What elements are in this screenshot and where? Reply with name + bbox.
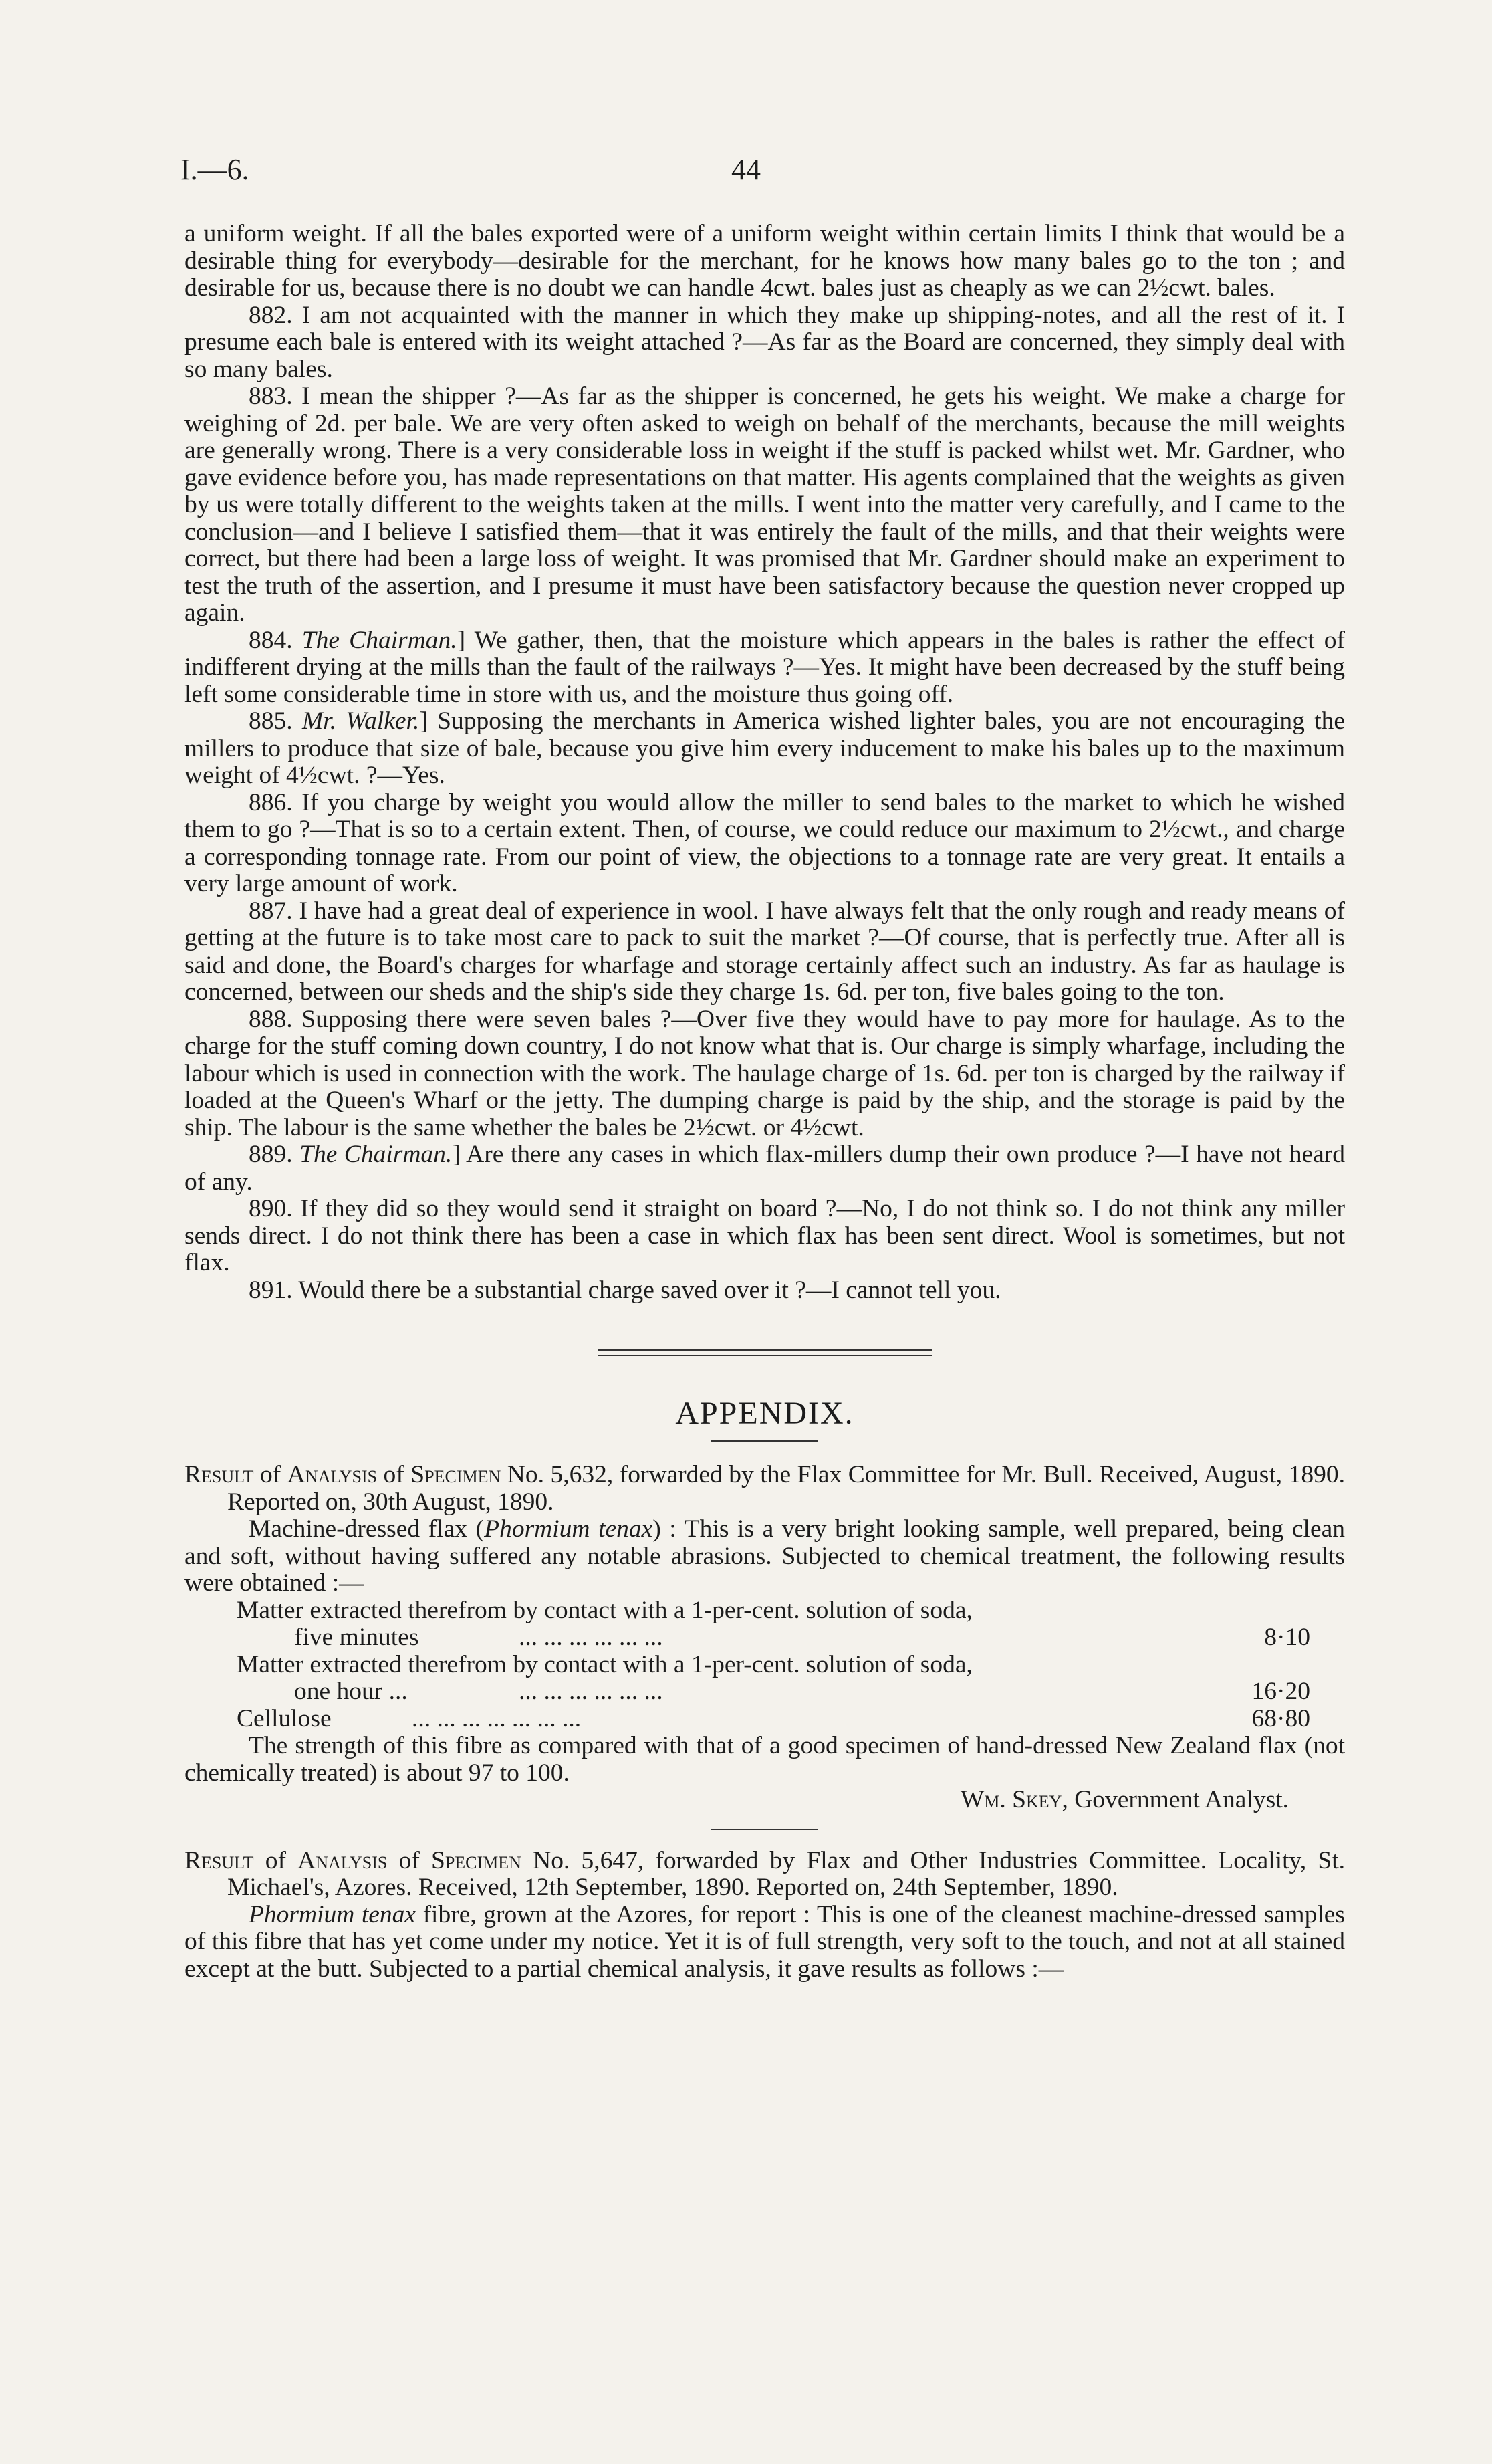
question-text: ] Supposing the merchants in America wished lighter bales, you are not encouraging the millers to produce that size of bale, because you give him every inducement to make his bales up to the maximum weight of 4½cwt. ?—Yes. [184,707,1346,789]
question-889 [184,1141,1345,1196]
question-888: 888. Supposing there were seven bales ?—Over five they would have to pay more for haulage. As to the charge for the stuff coming down country, I do not know what that is. Our charge is simply wharfage, including the labour which is used in connection with the work. The haulage charge of 1s. 6d. per ton is charged by the railway if loaded at the Queen's Wharf or the jetty. The dumping charge is paid by the ship, and the storage is paid by the ship. The labour is the same whether the bales be 2½cwt. or 4½cwt. [184,1005,1345,1141]
question-883: 883. I mean the shipper ?—As far as the shipper is concerned, he gets his weight. We make a charge for weighing of 2d. per bale. We are very often asked to weigh on behalf of the merchants, because the mill weights are generally wrong. There is a very considerable loss in weight if the stuff is packed whilst wet. Mr. Gardner, who gave evidence before you, has made representations on that matter. His agents complained that the weights as given by us were totally different to the weights taken at the mills. I went into the matter very carefully, and I came to the conclusion—and I believe I satisfied them—that it was entirely the fault of the mills, and that their weights were correct, but there had been a large loss of weight. It was promised that Mr. Gardner should make an experiment to test the truth of the assertion, and I presume it must have been satisfactory because the question never cropped up again. [184,382,1345,627]
leader-dots: ... ... ... ... ... ... ... [412,1704,582,1732]
species-name: Phormium tenax [249,1900,416,1928]
row-value: 68·80 [1251,1704,1310,1732]
speaker-name: The Chairman. [299,1141,453,1168]
question-number: 884. [249,626,293,654]
analyst-title: Government Analyst. [1074,1786,1289,1813]
table-row [184,1652,1345,1679]
leader-dots: ... ... ... ... ... ... [519,1678,663,1705]
row-value: 8·10 [1264,1623,1310,1651]
paragraph-continuation: a uniform weight. If all the bales exported were of a uniform weight within certain limits I think that would be a desirable thing for everybody—desirable for the merchant, for he knows how many bales go to the ton ; and desirable for us, because there is no doubt we can handle 4cwt. bales just as cheaply as we can 2½cwt. bales. [184,220,1345,302]
row-label: Cellulose [237,1704,332,1732]
question-887: 887. I have had a great deal of experience in wool. I have always felt that the only rough and ready means of getting at the future is to take most care to pack to suit the market ?—Of course, that is perfectly true. After all is said and done, the Board's charges for wharfage and storage certainly affect such an industry. As far as haulage is concerned, between our sheds and the ship's side they charge 1s. 6d. per ton, five bales going to the ton. [184,897,1345,1006]
species-name: Phormium tenax [484,1515,653,1543]
leader-dots: ... ... ... ... ... ... [519,1623,663,1651]
question-891: 891. Would there be a substantial charge saved over it ?—I cannot tell you. [249,1276,1001,1304]
question-number: 889. [249,1141,293,1168]
divider [711,1829,818,1830]
table-row [184,1624,1345,1652]
analysis-description-1: Machine-dressed flax (Phormium tenax) : This is a very bright looking sample, well prepared, being clean and soft, without having suffered any notable abrasions. Subjected to chemical treatment, the following results were obtained :— [184,1515,1346,1597]
question-number: 885. [249,707,293,735]
question-882: 882. I am not acquainted with the manner in which they make up shipping-notes, and all the rest of it. I presume each bale is entered with its weight attached ?—As far as the Board are concerned, they simply deal with so many bales. [184,301,1345,383]
table-row [184,1597,1345,1625]
page-body [184,221,1345,1983]
analyst-name: Wm. Skey, [960,1786,1068,1813]
table-row [184,1706,1345,1733]
question-text: ] We gather, then, that the moisture which appears in the bales is rather the effect of indifferent drying at the mills than the fault of the railways ?—Yes. It might have been decreased by the stuff being left some considerable time in store with us, and the moisture thus going off. [184,626,1346,708]
row-value: 16·20 [1251,1678,1310,1705]
analysis-result-heading-2: Result of Analysis of Specimen No. 5,647, forwarded by Flax and Other Industries Committee. Locality, St. Michael's, Azores. Received, 12th September, 1890. Reported on, 24th September, 1890. [184,1846,1346,1901]
strength-comparison: The strength of this fibre as compared with that of a good specimen of hand-dressed New Zealand flax (not chemically treated) is about 97 to 100. [184,1732,1345,1787]
analysis-results-table [184,1597,1345,1733]
question-text: ] Are there any cases in which flax-millers dump their own produce ?—I have not heard of any. [184,1141,1345,1196]
row-label: Matter extracted therefrom by contact with a 1-per-cent. solution of soda, [237,1650,973,1678]
speaker-name: Mr. Walker. [301,707,420,735]
row-label: five minutes [294,1623,419,1651]
table-row [184,1678,1345,1706]
double-divider [598,1349,932,1356]
appendix-title: APPENDIX. [675,1395,854,1431]
question-885 [184,708,1345,790]
analyst-signature [184,1787,1345,1814]
document-reference: I.—6. [180,153,249,186]
row-label: Matter extracted therefrom by contact with a 1-per-cent. solution of soda, [237,1596,973,1624]
page-header [180,152,1312,193]
question-886: 886. If you charge by weight you would allow the miller to send bales to the market to which he wished them to go ?—That is so to a certain extent. Then, of course, we could reduce our maximum to 2½cwt., and charge a corresponding tonnage rate. From our point of view, the objections to a tonnage rate are very great. It entails a very large amount of work. [184,788,1345,897]
divider [711,1440,818,1442]
analysis-description-2: Phormium tenax fibre, grown at the Azores, for report : This is one of the cleanest machine-dressed samples of this fibre that has yet come under my notice. Yet it is of full strength, very soft to the touch, and not at all stained except at the butt. Subjected to a partial chemical analysis, it gave results as follows :— [184,1900,1345,1983]
question-884 [184,627,1345,709]
speaker-name: The Chairman. [301,626,457,654]
page-number: 44 [731,153,761,186]
row-label: one hour ... [294,1678,408,1705]
question-890: 890. If they did so they would send it straight on board ?—No, I do not think so. I do not think any miller sends direct. I do not think there has been a case in which flax has been sent direct. Wool is sometimes, but not flax. [184,1195,1345,1276]
analysis-result-heading-1: Result of Analysis of Specimen No. 5,632, forwarded by the Flax Committee for Mr. Bull. Received, August, 1890. Reported on, 30th August, 1890. [184,1461,1346,1516]
